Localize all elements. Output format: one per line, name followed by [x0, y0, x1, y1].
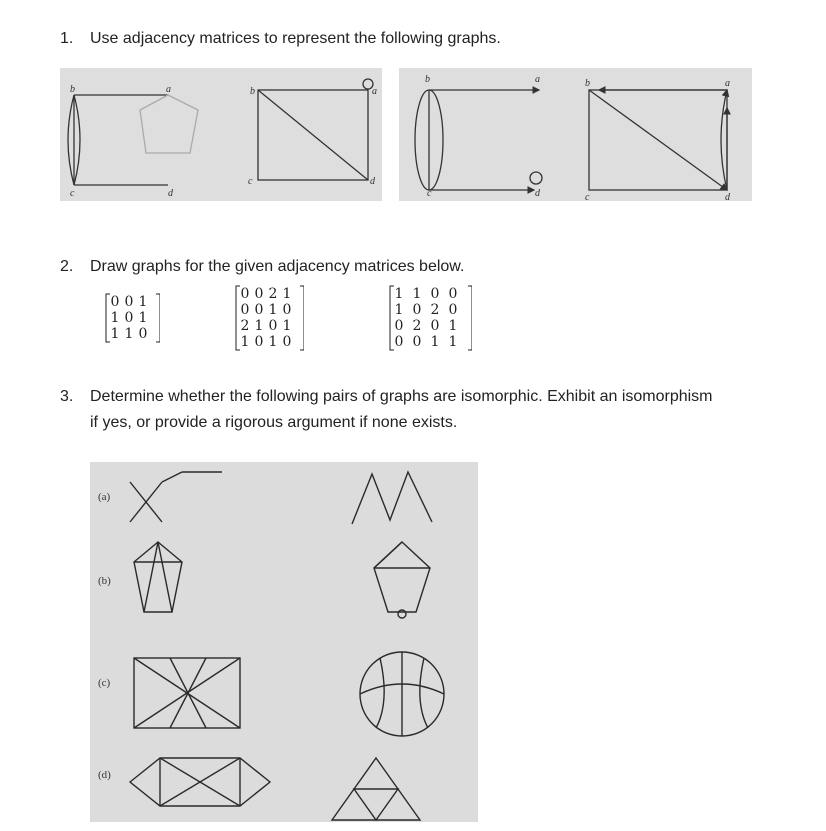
m3-cell: 0: [430, 318, 440, 334]
m3-cell: 0: [412, 334, 422, 350]
graphs-1-2-drawing: [60, 68, 382, 201]
graph3-label-c: c: [427, 188, 432, 199]
question-2-text: Draw graphs for the given adjacency matrices below.: [90, 258, 465, 275]
pair-label-b: (b): [98, 575, 111, 587]
graph2-label-a: a: [372, 86, 377, 97]
matrix-3: [388, 286, 460, 350]
matrix-3-brackets: [388, 284, 472, 352]
m2-cell: 1: [254, 318, 264, 334]
m3-cell: 0: [394, 318, 404, 334]
graph-pairs-photo: [90, 462, 478, 822]
graph3-label-b: b: [425, 74, 430, 85]
graph4-label-d: d: [725, 192, 730, 201]
graph1-label-c: c: [70, 188, 75, 199]
question-1-number: 1.: [60, 30, 74, 47]
graph1-label-d: d: [168, 188, 173, 199]
matrix-1-brackets: [104, 292, 160, 344]
m1-cell: 0: [124, 310, 134, 326]
graph4-label-b: b: [585, 78, 590, 89]
pair-label-d: (d): [98, 769, 111, 781]
m3-cell: 0: [412, 302, 422, 318]
pair-label-c: (c): [98, 677, 111, 689]
graph3-label-a: a: [535, 74, 540, 85]
m3-cell: 0: [430, 286, 440, 302]
m2-cell: 0: [282, 334, 292, 350]
m3-cell: 1: [448, 318, 458, 334]
m2-cell: 2: [240, 318, 250, 334]
m3-cell: 1: [430, 334, 440, 350]
question-3-continued: [90, 410, 457, 436]
graph1-label-b: b: [70, 84, 75, 95]
m2-cell: 1: [268, 302, 278, 318]
question-3-number: 3.: [60, 388, 74, 405]
m3-cell: 0: [448, 286, 458, 302]
m1-cell: 1: [138, 294, 148, 310]
m2-cell: 2: [268, 286, 278, 302]
m2-cell: 0: [240, 286, 250, 302]
graph4-label-a: a: [725, 78, 730, 89]
m1-cell: 0: [110, 294, 120, 310]
question-1-text: Use adjacency matrices to represent the following graphs.: [90, 30, 501, 47]
m1-cell: 1: [110, 310, 120, 326]
m3-cell: 1: [412, 286, 422, 302]
m2-cell: 0: [254, 334, 264, 350]
m3-cell: 1: [394, 286, 404, 302]
m3-cell: 1: [448, 334, 458, 350]
m2-cell: 0: [240, 302, 250, 318]
graphs-3-4-drawing: [399, 68, 752, 201]
graph3-label-d: d: [535, 188, 540, 199]
m2-cell: 0: [254, 302, 264, 318]
question-2: [60, 254, 464, 280]
graph1-label-a: a: [166, 84, 171, 95]
matrix-2-brackets: [234, 284, 304, 352]
matrix-1: [104, 294, 150, 342]
question-3: [60, 384, 713, 410]
m2-cell: 0: [254, 286, 264, 302]
question-3-line1: Determine whether the following pairs of graphs are isomorphic. Exhibit an isomorphism: [90, 388, 713, 405]
m3-cell: 0: [448, 302, 458, 318]
question-2-number: 2.: [60, 258, 74, 275]
graph-photo-2: [399, 68, 752, 201]
m2-cell: 1: [282, 318, 292, 334]
graph4-label-c: c: [585, 192, 590, 201]
question-1: [60, 26, 501, 52]
pair-label-a: (a): [98, 491, 111, 503]
graph-pairs-drawing: [90, 462, 478, 822]
m1-cell: 0: [124, 294, 134, 310]
question-3-line2: if yes, or provide a rigorous argument if none exists.: [90, 414, 458, 431]
m2-cell: 1: [282, 286, 292, 302]
m3-cell: 1: [394, 302, 404, 318]
matrix-2: [234, 286, 294, 350]
m3-cell: 0: [394, 334, 404, 350]
graph-photo-1: [60, 68, 382, 201]
m2-cell: 0: [268, 318, 278, 334]
m2-cell: 1: [268, 334, 278, 350]
m3-cell: 2: [430, 302, 440, 318]
m2-cell: 0: [282, 302, 292, 318]
m1-cell: 1: [110, 326, 120, 342]
m2-cell: 1: [240, 334, 250, 350]
graph2-label-c: c: [248, 176, 253, 187]
m1-cell: 0: [138, 326, 148, 342]
graph2-label-d: d: [370, 176, 375, 187]
m1-cell: 1: [138, 310, 148, 326]
m1-cell: 1: [124, 326, 134, 342]
graph2-label-b: b: [250, 86, 255, 97]
m3-cell: 2: [412, 318, 422, 334]
